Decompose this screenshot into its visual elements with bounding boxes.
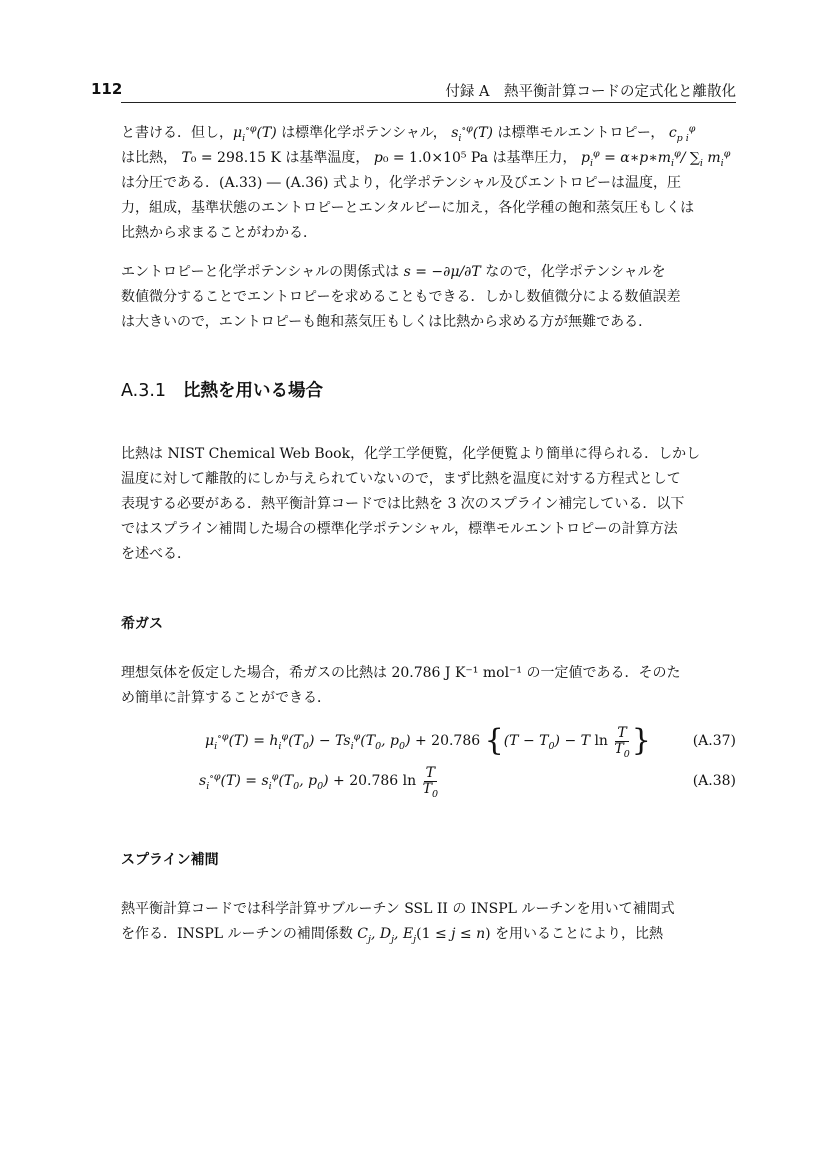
equation-number-a38: (A.38)	[692, 773, 736, 789]
paragraph-specific-heat: 比熱は NIST Chemical Web Book，化学工学便覧，化学便覧より簡単に得られる．しかし 温度に対して離散的にしか与えられていないので，まず比熱を温度に対する方程式として 表現する必要がある．熱平衡計算コードでは比熱を 3 次のスプライン補完している．以下 ではスプライン補間した場合の標準化学ポテンシャル，標準モルエントロピーの計算方法 を述べる．	[121, 446, 701, 562]
document-page	[91, 72, 736, 947]
paragraph-spline: 熱平衡計算コードでは科学計算サブルーチン SSL II の INSPL ルーチンを用いて補間式 を作る．INSPL ルーチンの補間係数 $C_j$, $D_j$, $E_j(1 \le j \le n)$ を用いることにより，比熱	[121, 901, 675, 945]
page-header	[91, 72, 736, 103]
equation-a37: $\mu_i^{\circ\varphi}(T) = h_i^\varphi(T_0) - Ts_i^\varphi(T_0$, $p_0) + 20.786$ {$(T - T_0) - T$ ln $\frac{T}{T_0}$ } (A.37)	[205, 723, 736, 760]
equation-a38: $s_i^{\circ\varphi}(T) = s_i^\varphi(T_0$, $p_0) + 20.786$ ln $\frac{T}{T_0}$ (A.38)	[121, 761, 736, 801]
section-title: 比熱を用いる場合	[183, 381, 323, 401]
section-number: A.3.1	[121, 381, 167, 401]
math-s-standard: $s_i^{\circ\varphi}(T)$	[451, 123, 494, 144]
math-spline-coefficients: $C_j$, $D_j$, $E_j(1 \le j \le n)$	[357, 926, 491, 945]
paragraph-noble-gas: 理想気体を仮定した場合，希ガスの比熱は 20.786 J K⁻¹ mol⁻¹ の一定値である．そのた め簡単に計算することができる．	[121, 665, 681, 706]
subsection-heading-noble-gas: 希ガス	[121, 616, 163, 632]
equation-number-a37: (A.37)	[692, 733, 736, 749]
math-mu-standard: $\mu_i^{\circ\varphi}(T)$	[233, 123, 277, 144]
math-partial-pressure: $p_i^\varphi$ = $\alpha∗p∗m_i^\varphi/$ $\sum_i$ $m_i^\varphi$	[580, 148, 731, 169]
page-number: 112	[91, 80, 123, 98]
paragraph-entropy-relation: エントロピーと化学ポテンシャルの関係式は s = −∂μ/∂T なので，化学ポテンシャルを 数値微分することでエントロピーを求めることもできる．しかし数値微分による数値誤差 は大きいので，エントロピーも飽和蒸気圧もしくは比熱から求める方が無難である．	[121, 264, 681, 330]
paragraph-definitions: と書ける．但し，$\mu_i^{\circ\varphi}(T)$ は標準化学ポテンシャル， $s_i^{\circ\varphi}(T)$ は標準モルエントロピー， $c_{p i}^\varphi$ は比熱， T₀ = 298.15 K は基準温度， p₀ = 1.0×10⁵ Pa は基準圧力， $p_i^\varphi$ = $\alpha∗p∗m_i^\varphi/$ $\sum_i$ $m_i^\varphi$ は分圧である．(A.33) ― (A.36) 式より，化学ポテンシャル及びエントロピーは温度，圧 力，組成，基準状態のエントロピーとエンタルピーに加え，各化学種の飽和蒸気圧もしくは 比熱から求まることがわかる．	[121, 123, 731, 241]
section-heading	[121, 377, 736, 402]
subsection-heading-spline: スプライン補間	[121, 852, 219, 868]
math-cp: $c_{p i}^\varphi$	[668, 123, 696, 144]
running-title: 付録 A 熱平衡計算コードの定式化と離散化	[445, 84, 736, 100]
